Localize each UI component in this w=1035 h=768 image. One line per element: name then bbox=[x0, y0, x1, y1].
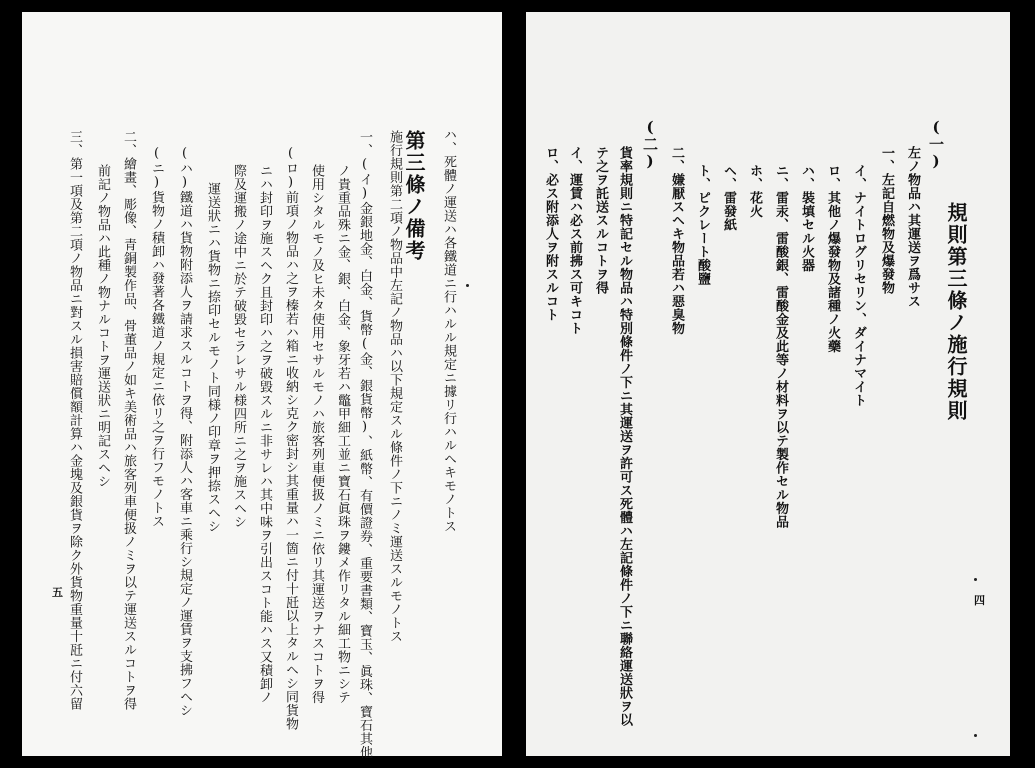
right-col-10: ヘ、雷發紙 bbox=[721, 164, 736, 232]
left-col-3: 施行規則第二項ノ物品中左記ノ物品ハ以下規定スル條件ノ下ニノミ運送スルモノトス bbox=[387, 130, 402, 643]
right-col-6: ロ、其他ノ爆發物及諸種ノ火藥 bbox=[825, 164, 840, 353]
left-col-9: 際及運搬ノ途中ニ於テ破毀セラレサル様四所ニ之ヲ施スヘシ bbox=[231, 164, 246, 529]
left-col-11: (ハ)鐵道ハ貨物附添人ヲ請求スルコトヲ得、附添人ハ客車ニ乘行シ規定ノ運賃ヲ支拂フヘシ bbox=[177, 146, 192, 717]
left-col-15: 三、第一項及第二項ノ物品ニ對スル損害賠償額計算ハ金塊及銀貨ヲ除ク外貨物重量十瓩ニ付六留 bbox=[67, 130, 82, 711]
right-col-7: ハ、裝填セル火器 bbox=[799, 164, 814, 272]
right-col-4: 一、左記自燃物及爆發物 bbox=[879, 146, 894, 295]
right-col-section-1: (一) bbox=[927, 118, 945, 171]
right-col-16: イ、運賃ハ必ス前拂ス可キコト bbox=[567, 146, 582, 335]
right-page-number: 四 bbox=[974, 594, 985, 607]
left-col-5: ノ貴重品殊ニ金、銀、白金、象牙若ハ鼈甲細工並ニ寶石眞珠ヲ鏤メ作リタル細工物ニシテ bbox=[335, 164, 350, 704]
left-page-number: 五 bbox=[52, 586, 63, 599]
right-col-17: ロ、必ス附添人ヲ附スルコト bbox=[543, 146, 558, 322]
right-col-heading: 規則第三條ノ施行規則 bbox=[944, 202, 968, 422]
right-col-3: 左ノ物品ハ其運送ヲ爲サス bbox=[905, 146, 920, 308]
left-col-2-heading: 第三條ノ備考 bbox=[402, 130, 426, 262]
left-col-1: ハ、死體ノ運送ハ各鐵道ニ行ハルル規定ニ據リ行ハルヘキモノトス bbox=[441, 128, 456, 533]
left-col-10: 運送狀ニハ貨物ニ捺印セルモノト同様ノ印章ヲ押捺スヘシ bbox=[205, 182, 220, 533]
left-col-14: 前記ノ物品ハ此種ノ物ナルコトヲ運送狀ニ明記スヘシ bbox=[95, 164, 110, 488]
left-col-4: 一、(イ)金銀地金、白金、貨幣(金、銀貨幣)、紙幣、有價證券、重要書類、寶玉、眞珠、寶石其他 bbox=[357, 130, 372, 759]
speck bbox=[974, 734, 977, 737]
right-col-12: 二、嫌厭スヘキ物品若ハ惡臭物 bbox=[669, 146, 684, 335]
left-col-7: (ロ)前項ノ物品ハ之ヲ榛若ハ箱ニ收納シ克ク密封シ其重量ハ一箇ニ付十瓩以上タルヘシ同貨物 bbox=[283, 146, 298, 731]
right-col-15: テ之ヲ託送スルコトヲ得 bbox=[593, 146, 608, 295]
right-col-section-2: (二) bbox=[641, 118, 659, 171]
speck bbox=[974, 578, 977, 581]
left-col-13: 二、繪畫、彫像、青銅製作品、骨董品ノ如キ美術品ハ旅客列車便扱ノミヲ以テ運送スルコトヲ得 bbox=[121, 130, 136, 711]
left-col-12: (ニ)貨物ノ積卸ハ發著各鐵道ノ規定ニ依リ之ヲ行フモノトス bbox=[149, 146, 164, 528]
left-page bbox=[22, 12, 502, 759]
right-col-14: 貨率規則ニ特記セル物品ハ特別條件ノ下ニ其運送ヲ許可ス死體ハ左記條件ノ下ニ聯絡運送狀ヲ以 bbox=[617, 146, 632, 727]
right-col-5: イ、ナイトログリセリン、ダイナマイト bbox=[851, 164, 866, 407]
right-col-11: ト、ピクレート酸鹽 bbox=[695, 164, 710, 286]
right-col-9: ホ、花火 bbox=[747, 164, 762, 218]
right-col-8: ニ、雷汞、雷酸銀、雷酸金及此等ノ材料ヲ以テ製作セル物品 bbox=[773, 164, 788, 529]
left-col-8: ニハ封印ヲ施スヘク且封印ハ之ヲ破毀スルニ非サレハ其中味ヲ引出スコト能ハス又積卸ノ bbox=[257, 164, 272, 704]
left-col-6: 使用シタルモノ及ヒ未タ使用セサルモノハ旅客列車便扱ノミニ依リ其運送ヲナスコトヲ得 bbox=[309, 164, 324, 704]
speck bbox=[466, 284, 469, 287]
right-page bbox=[526, 12, 1010, 756]
